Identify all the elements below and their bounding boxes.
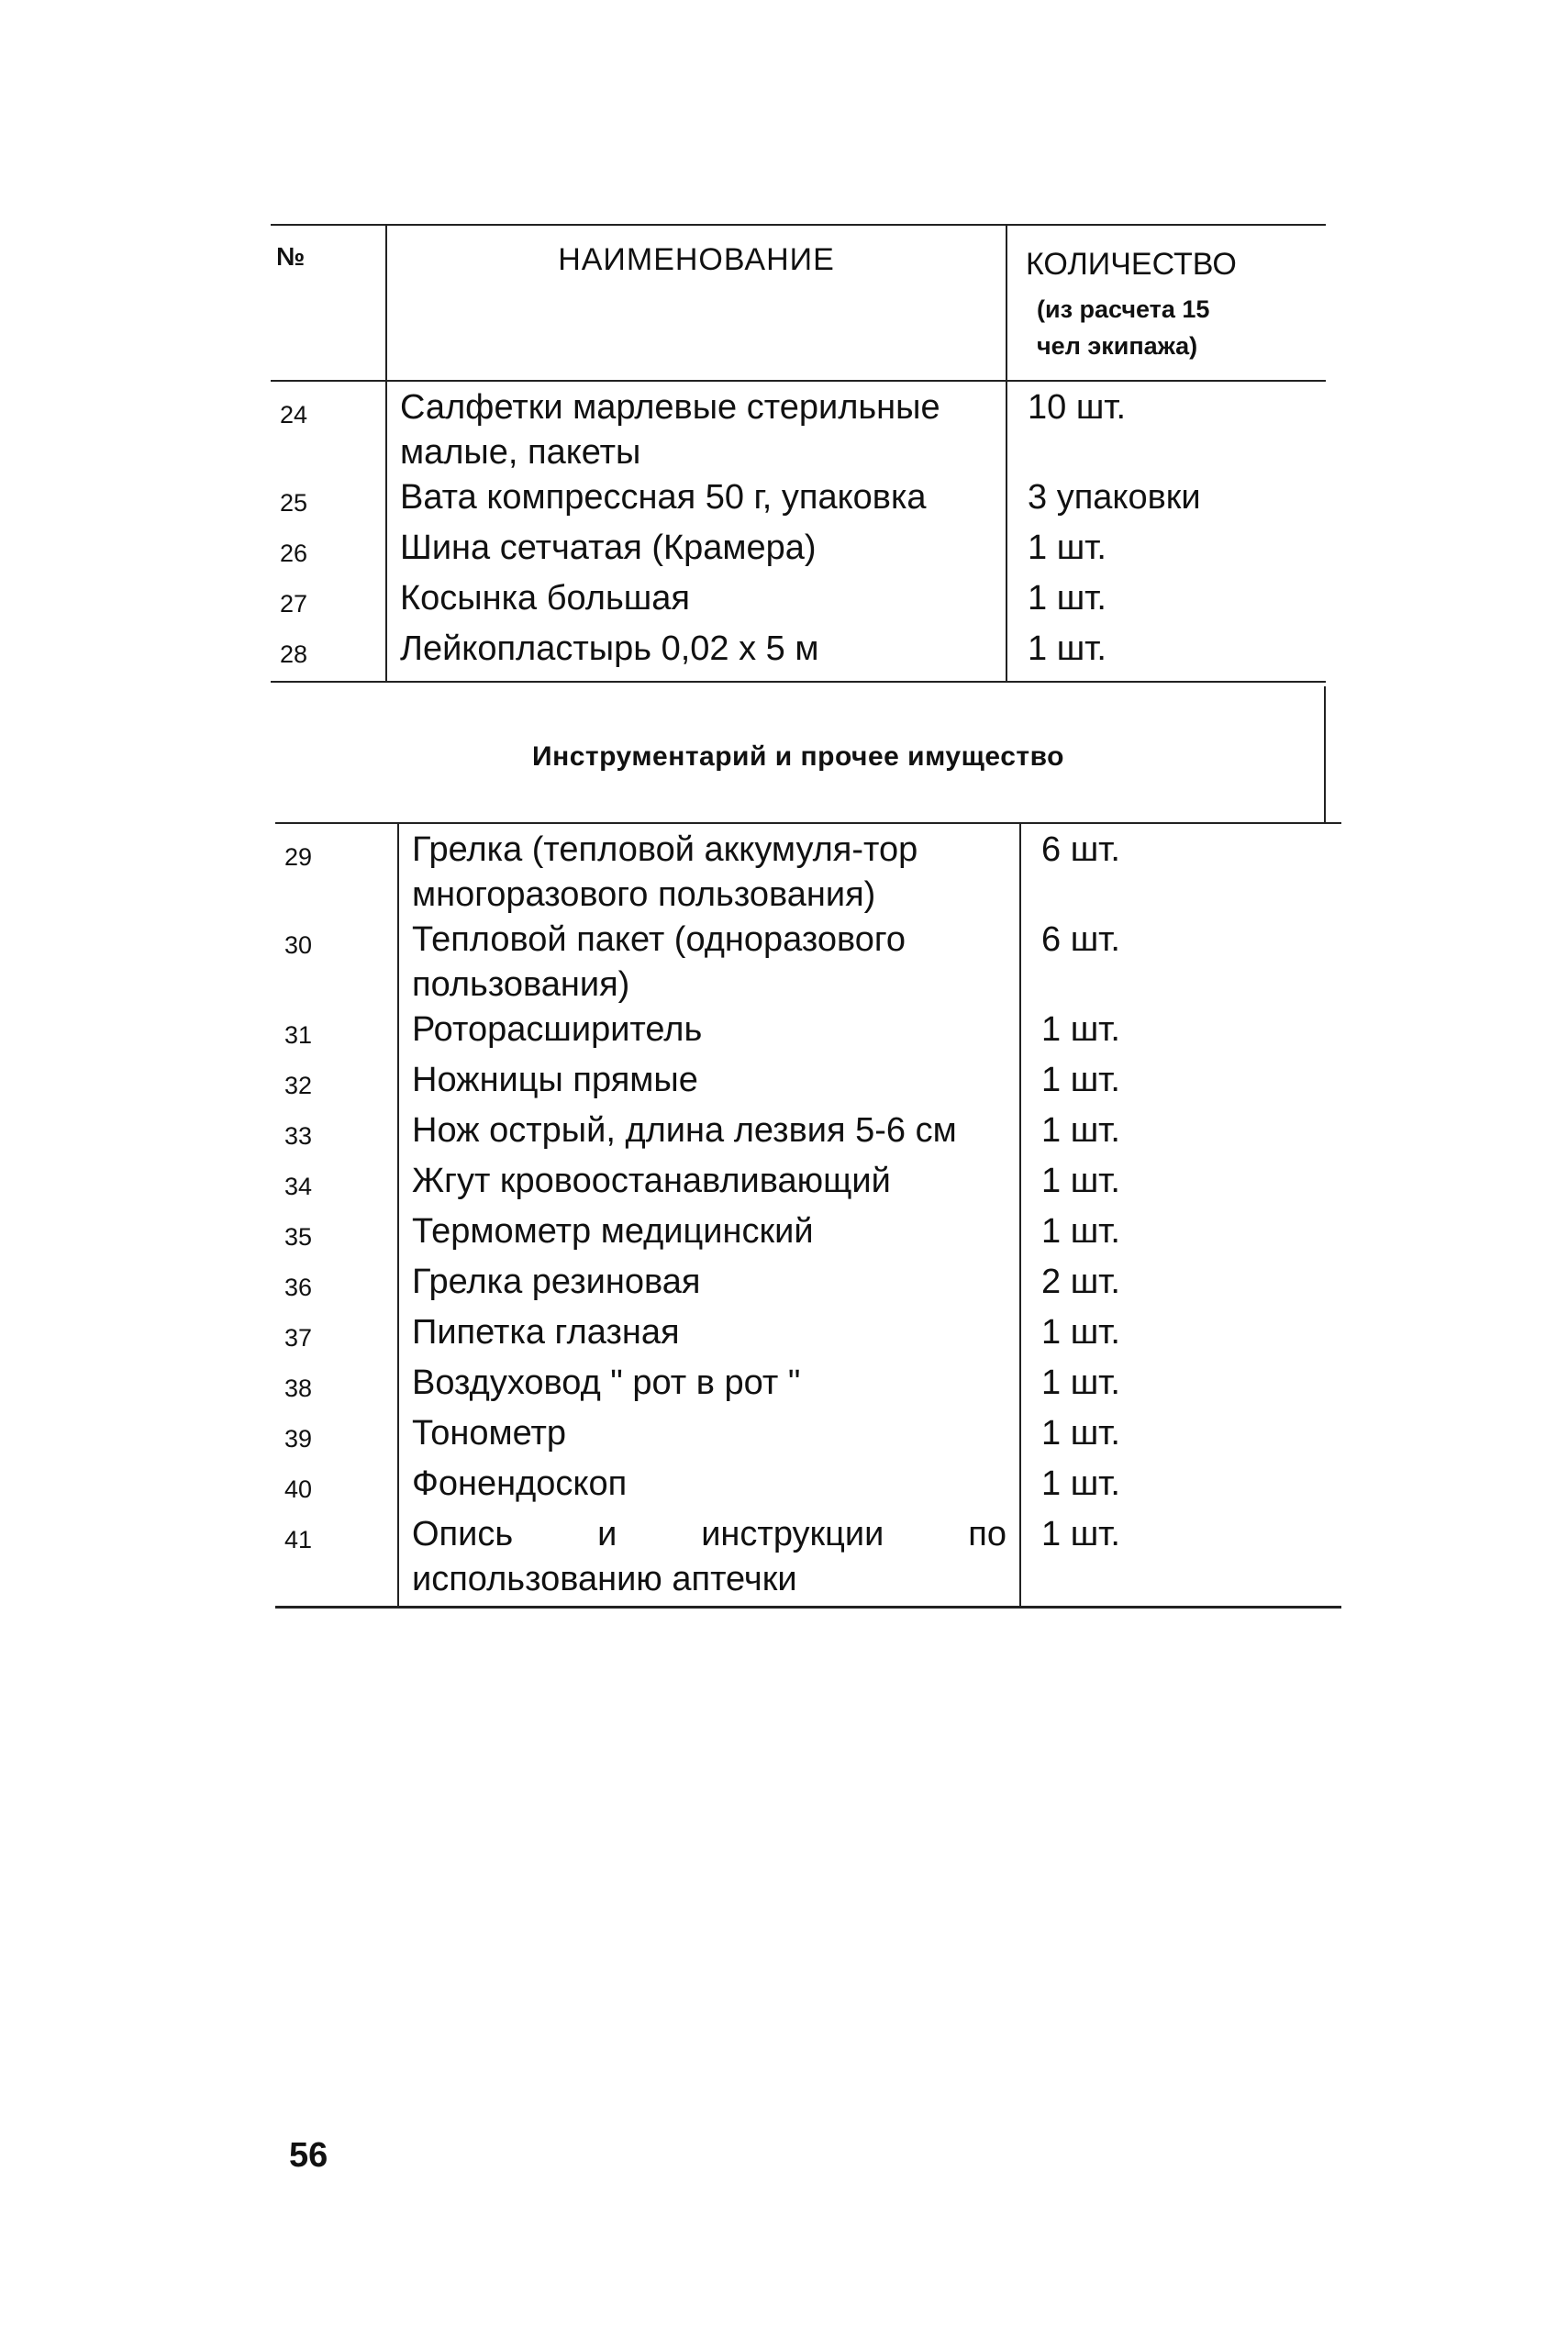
- row-quantity: 1 шт.: [1041, 1061, 1120, 1099]
- row-quantity: 1 шт.: [1041, 1414, 1120, 1453]
- table-row: [275, 1462, 1341, 1512]
- row-name: Термометр медицинский: [398, 1209, 1020, 1260]
- row-quantity: 1 шт.: [1006, 627, 1326, 682]
- row-quantity: 1 шт.: [1041, 1464, 1120, 1503]
- row-quantity: 10 шт.: [1028, 388, 1127, 427]
- table-row: [271, 526, 1326, 576]
- row-name: Жгут кровоостанавливающий: [398, 1159, 1020, 1209]
- table-row: [275, 823, 1341, 918]
- row-name: Пипетка глазная: [398, 1310, 1020, 1361]
- row-name: Грелка резиновая: [398, 1260, 1020, 1310]
- row-name: Фонендоскоп: [398, 1462, 1020, 1512]
- table-header-row: [271, 225, 1326, 381]
- table-row: [271, 576, 1326, 627]
- row-quantity: 3 упаковки: [1028, 478, 1201, 517]
- row-number: 26: [280, 540, 308, 567]
- row-number: 28: [271, 627, 386, 682]
- row-quantity: 1 шт.: [1041, 1313, 1120, 1352]
- section-title: Инструментарий и прочее имущество: [532, 741, 1064, 772]
- row-number: 32: [284, 1072, 313, 1099]
- table-row: [271, 627, 1326, 682]
- row-name: Вата компрессная 50 г, упаковка: [386, 475, 1006, 526]
- row-quantity: 1 шт.: [1041, 1010, 1120, 1049]
- row-number: 24: [280, 401, 308, 429]
- row-name: Ножницы прямые: [398, 1058, 1020, 1108]
- row-quantity: 1 шт.: [1041, 1111, 1120, 1150]
- row-quantity: 6 шт.: [1041, 920, 1120, 959]
- table-row: [271, 381, 1326, 475]
- header-quantity-note-1: (из расчета 15: [1037, 295, 1210, 323]
- table-row: [275, 1209, 1341, 1260]
- row-name: Лейкопластырь 0,02 х 5 м: [386, 627, 1006, 682]
- row-name: Роторасширитель: [398, 1008, 1020, 1058]
- row-number: 38: [284, 1375, 313, 1402]
- supplies-table-top: [271, 224, 1326, 683]
- row-quantity: 1 шт.: [1041, 1162, 1120, 1200]
- table-row: [275, 1310, 1341, 1361]
- row-name: Тепловой пакет (одноразового пользования): [398, 918, 1020, 1008]
- table-row: [275, 918, 1341, 1008]
- row-quantity: 6 шт.: [1041, 830, 1120, 869]
- row-name: Косынка большая: [386, 576, 1006, 627]
- row-number: 30: [284, 931, 313, 959]
- row-name: Грелка (тепловой аккумуля-тор многоразового пользования): [398, 823, 1020, 918]
- row-quantity: 1 шт.: [1028, 529, 1106, 567]
- row-name: Воздуховод " рот в рот ": [398, 1361, 1020, 1411]
- row-quantity: 1 шт.: [1020, 1512, 1341, 1608]
- row-number: 31: [284, 1021, 313, 1049]
- table-row: [275, 1512, 1341, 1608]
- table-row: [275, 1108, 1341, 1159]
- row-name: Тонометр: [398, 1411, 1020, 1462]
- header-number: №: [271, 225, 386, 381]
- header-quantity-label: КОЛИЧЕСТВО: [1026, 247, 1237, 282]
- row-name: Опись и инструкции по использованию аптечки: [398, 1512, 1020, 1608]
- row-number: 33: [284, 1122, 313, 1150]
- table-row: [275, 1159, 1341, 1209]
- row-name: Шина сетчатая (Крамера): [386, 526, 1006, 576]
- page-number: 56: [289, 2136, 328, 2175]
- row-quantity: 1 шт.: [1041, 1364, 1120, 1402]
- header-name: НАИМЕНОВАНИЕ: [386, 225, 1006, 381]
- row-number: 41: [275, 1512, 398, 1608]
- row-name: Салфетки марлевые стерильные малые, пакеты: [386, 381, 1006, 475]
- supplies-table-bottom: [275, 822, 1341, 1609]
- row-number: 34: [284, 1173, 313, 1200]
- row-number: 37: [284, 1324, 313, 1352]
- row-quantity: 1 шт.: [1028, 579, 1106, 618]
- table-row: [275, 1260, 1341, 1310]
- row-number: 29: [284, 843, 313, 871]
- row-number: 40: [284, 1475, 313, 1503]
- row-quantity: 1 шт.: [1041, 1212, 1120, 1251]
- table-row: [271, 475, 1326, 526]
- table-row: [275, 1058, 1341, 1108]
- row-number: 25: [280, 489, 308, 517]
- table-row: [275, 1411, 1341, 1462]
- row-quantity: 2 шт.: [1041, 1263, 1120, 1301]
- table-row: [275, 1008, 1341, 1058]
- row-name: Нож острый, длина лезвия 5-6 см: [398, 1108, 1020, 1159]
- row-number: 36: [284, 1274, 313, 1301]
- table-row: [275, 1361, 1341, 1411]
- header-quantity: [1006, 225, 1326, 381]
- row-number: 27: [280, 590, 308, 618]
- row-number: 35: [284, 1223, 313, 1251]
- row-number: 39: [284, 1425, 313, 1453]
- header-quantity-note-2: чел экипажа): [1037, 332, 1198, 360]
